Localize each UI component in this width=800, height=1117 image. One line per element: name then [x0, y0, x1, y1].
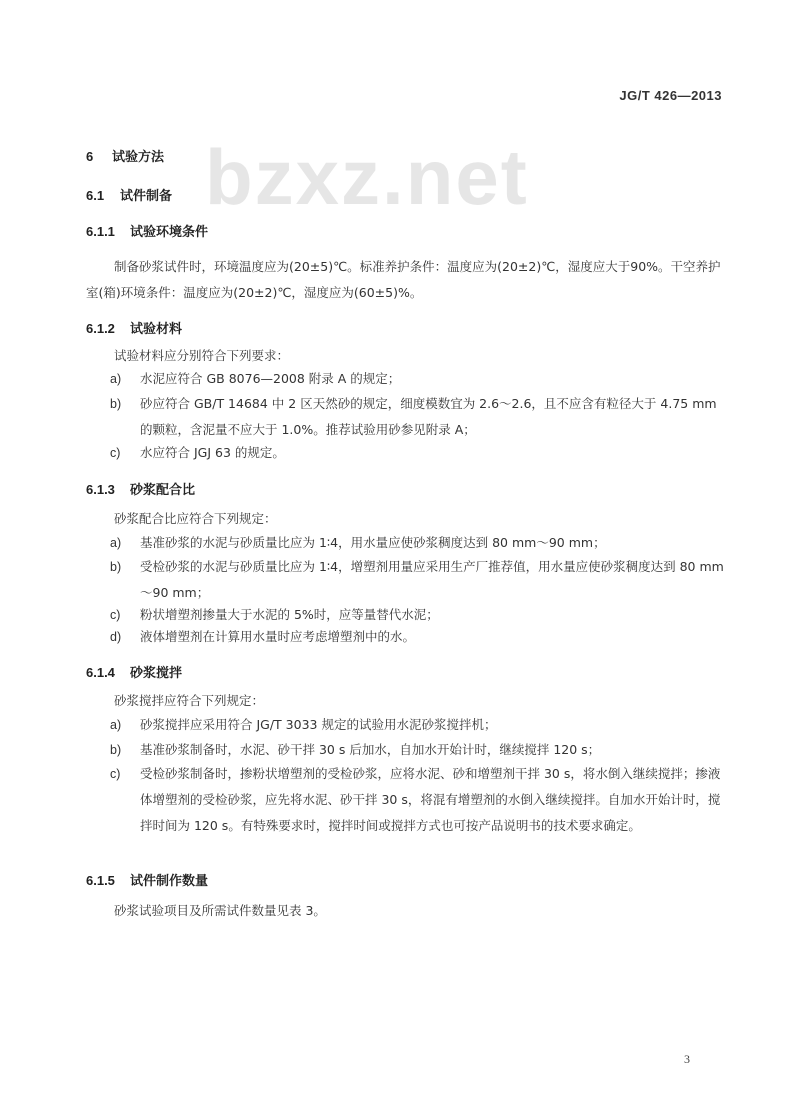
section-6-1-3-heading — [86, 479, 195, 498]
list-item — [110, 530, 726, 556]
list-item-text: 基准砂浆的水泥与砂质量比应为 1∶4，用水量应使砂浆稠度达到 80 mm～90 mm； — [140, 535, 606, 550]
list-item-text: 基准砂浆制备时，水泥、砂干拌 30 s 后加水，自加水开始计时，继续搅拌 120 s； — [140, 742, 601, 757]
page-number: 3 — [684, 1052, 690, 1066]
list-item — [110, 712, 726, 738]
list-item — [110, 554, 726, 606]
list-item — [110, 624, 726, 650]
list-item-text: 液体增塑剂在计算用水量时应考虑增塑剂中的水。 — [140, 629, 416, 644]
list-marker: d) — [110, 630, 122, 644]
paragraph-intro: 砂浆配合比应符合下列规定： — [114, 511, 277, 526]
list-item-text: 受检砂浆制备时，掺粉状增塑剂的受检砂浆，应将水泥、砂和增塑剂干拌 30 s，将水倒入继续搅拌；掺液体增塑剂的受检砂浆，应先将水泥、砂干拌 30 s，将混有增塑剂的水倒入继续搅拌。自加水开始计时，搅拌时间为 120 s。有特殊要求时，搅拌时间或搅拌方式也可按产品说明书的技术要求确定。 — [140, 766, 721, 833]
section-title: 试件制备 — [120, 189, 173, 204]
list-item-text: 粉状增塑剂掺量大于水泥的 5%时，应等量替代水泥； — [140, 607, 439, 622]
section-title: 试验方法 — [112, 150, 165, 165]
paragraph-intro: 砂浆搅拌应符合下列规定： — [114, 693, 265, 708]
list-marker: c) — [110, 446, 121, 460]
document-code: JG/T 426—2013 — [619, 88, 722, 103]
paragraph-6-1-1: 制备砂浆试件时，环境温度应为(20±5)℃。标准养护条件：温度应为(20±2)℃，湿度应大于90%。干空养护室(箱)环境条件：温度应为(20±2)℃，湿度应为(60±5)%。 — [86, 259, 721, 300]
section-title: 试件制作数量 — [130, 874, 209, 889]
section-title: 砂浆搅拌 — [130, 666, 183, 681]
section-6-1-4-heading — [86, 662, 182, 681]
list-marker: a) — [110, 536, 122, 550]
section-title: 试验材料 — [130, 322, 183, 337]
list-marker: a) — [110, 718, 122, 732]
section-number: 6.1.1 — [86, 224, 115, 239]
section-6-heading — [86, 146, 164, 165]
paragraph-intro: 试验材料应分别符合下列要求： — [114, 348, 290, 363]
section-6-1-2-heading — [86, 318, 182, 337]
section-number: 6.1.4 — [86, 665, 115, 680]
list-marker: b) — [110, 397, 122, 411]
list-item-text: 砂浆搅拌应采用符合 JG/T 3033 规定的试验用水泥砂浆搅拌机； — [140, 717, 497, 732]
section-6-1-5-heading — [86, 870, 208, 889]
paragraph-6-1-5: 砂浆试验项目及所需试件数量见表 3。 — [114, 903, 326, 918]
list-marker: c) — [110, 608, 121, 622]
list-item-text: 受检砂浆的水泥与砂质量比应为 1∶4，增塑剂用量应采用生产厂推荐值，用水量应使砂浆稠度达到 80 mm～90 mm； — [140, 559, 724, 600]
list-item — [110, 737, 726, 763]
section-6-1-1-heading — [86, 221, 208, 240]
section-number: 6.1.5 — [86, 873, 115, 888]
list-marker: b) — [110, 560, 122, 574]
section-number: 6.1.2 — [86, 321, 115, 336]
list-item — [110, 761, 726, 839]
list-marker: c) — [110, 767, 121, 781]
list-item — [110, 391, 726, 443]
list-item-text: 砂应符合 GB/T 14684 中 2 区天然砂的规定，细度模数宜为 2.6～2.6，且不应含有粒径大于 4.75 mm 的颗粒，含泥量不应大于 1.0%。推荐试验用砂参见附录 A； — [140, 396, 717, 437]
list-item-text: 水泥应符合 GB 8076—2008 附录 A 的规定； — [140, 371, 401, 386]
section-number: 6.1 — [86, 188, 105, 203]
list-marker: b) — [110, 743, 122, 757]
section-title: 试验环境条件 — [130, 225, 209, 240]
list-marker: a) — [110, 372, 122, 386]
list-item-text: 水应符合 JGJ 63 的规定。 — [140, 445, 285, 460]
section-title: 砂浆配合比 — [130, 483, 196, 498]
list-item — [110, 440, 726, 466]
section-number: 6 — [86, 149, 94, 164]
section-6-1-heading — [86, 185, 172, 204]
watermark: bzxz.net — [205, 133, 529, 221]
list-item — [110, 366, 726, 392]
section-number: 6.1.3 — [86, 482, 115, 497]
